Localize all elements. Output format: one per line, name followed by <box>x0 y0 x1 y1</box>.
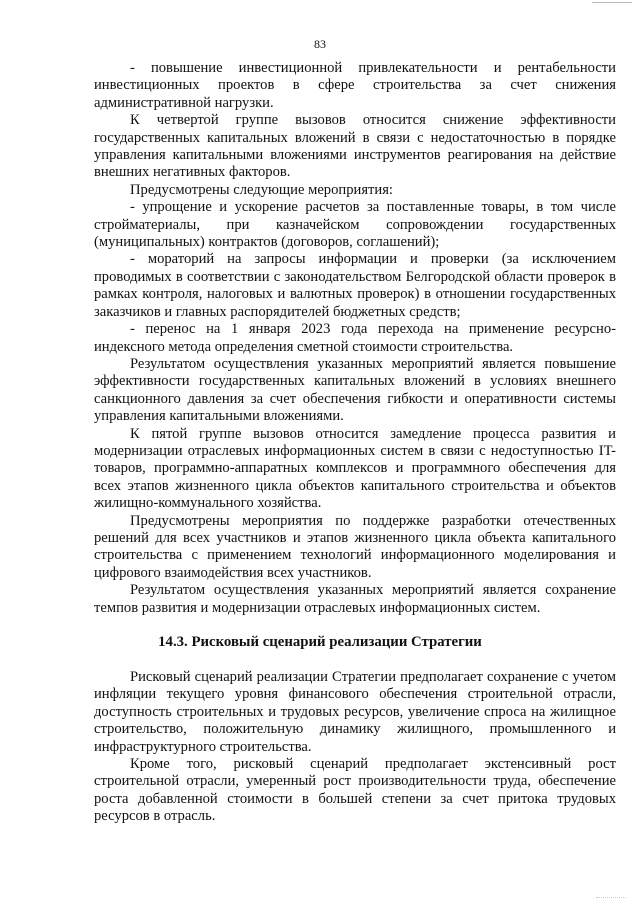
paragraph-10: Результатом осуществления указанных мероприятий является сохранение темпов развития и модернизации отраслевых информационных систем. <box>94 582 616 616</box>
section-paragraph-2: Кроме того, рисковый сценарий предполагает экстенсивный рост строительной отрасли, умеренный рост производительности труда, обеспечение роста добавленной стоимости в большей степени за счет притока трудовых ресурсов в отрасль. <box>94 756 616 825</box>
paragraph-4: - упрощение и ускорение расчетов за поставленные товары, в том числе стройматериалы, при казначейском сопровождении государственных (муниципальных) контрактов (договоров, соглашений); <box>94 199 616 251</box>
scan-edge-mark-bottom <box>596 897 626 901</box>
paragraph-2: К четвертой группе вызовов относится снижение эффективности государственных капитальных вложений в связи с недостаточностью в порядке управления капитальными вложениями инструментов реагирования на действие внешних негативных факторов. <box>94 112 616 181</box>
paragraph-3: Предусмотрены следующие мероприятия: <box>130 181 393 198</box>
section-body <box>94 669 616 826</box>
page-number: 83 <box>314 37 326 51</box>
section-heading: 14.3. Рисковый сценарий реализации Стратегии <box>158 634 482 650</box>
body-text <box>94 60 616 617</box>
scan-edge-mark <box>592 2 632 6</box>
paragraph-5: - мораторий на запросы информации и проверки (за исключением проводимых в соответствии с законодательством Белгородской области проверок в рамках контроля, налоговых и валютных проверок) в отношении государственных заказчиков и главных распорядителей бюджетных средств; <box>94 251 616 320</box>
paragraph-9: Предусмотрены мероприятия по поддержке разработки отечественных решений для всех участников и этапов жизненного цикла объекта капитального строительства с применением технологий информационного моделирования и цифрового взаимодействия всех участников. <box>94 512 616 581</box>
paragraph-8: К пятой группе вызовов относится замедление процесса развития и модернизации отраслевых информационных систем в связи с недоступностью IT-товаров, программно-аппаратных комплексов и программного обеспечения для всех этапов жизненного цикла объектов капитального строительства и объектов жилищно-коммунального хозяйства. <box>94 425 616 512</box>
section-paragraph-1: Рисковый сценарий реализации Стратегии предполагает сохранение с учетом инфляции текущего уровня финансового обеспечения строительной отрасли, доступность строительных и трудовых ресурсов, увеличение спроса на жилищное строительство, положительную динамику жилищного, промышленного и инфраструктурного строительства. <box>94 669 616 755</box>
paragraph-7: Результатом осуществления указанных мероприятий является повышение эффективности государственных капитальных вложений в условиях внешнего санкционного давления за счет обеспечения гибкости и оперативности системы управления капитальными вложениями. <box>94 355 616 425</box>
paragraph-1: - повышение инвестиционной привлекательности и рентабельности инвестиционных проектов в сфере строительства за счет снижения административной нагрузки. <box>94 60 616 111</box>
paragraph-6: - перенос на 1 января 2023 года перехода на применение ресурсно-индексного метода определения сметной стоимости строительства. <box>94 321 616 355</box>
